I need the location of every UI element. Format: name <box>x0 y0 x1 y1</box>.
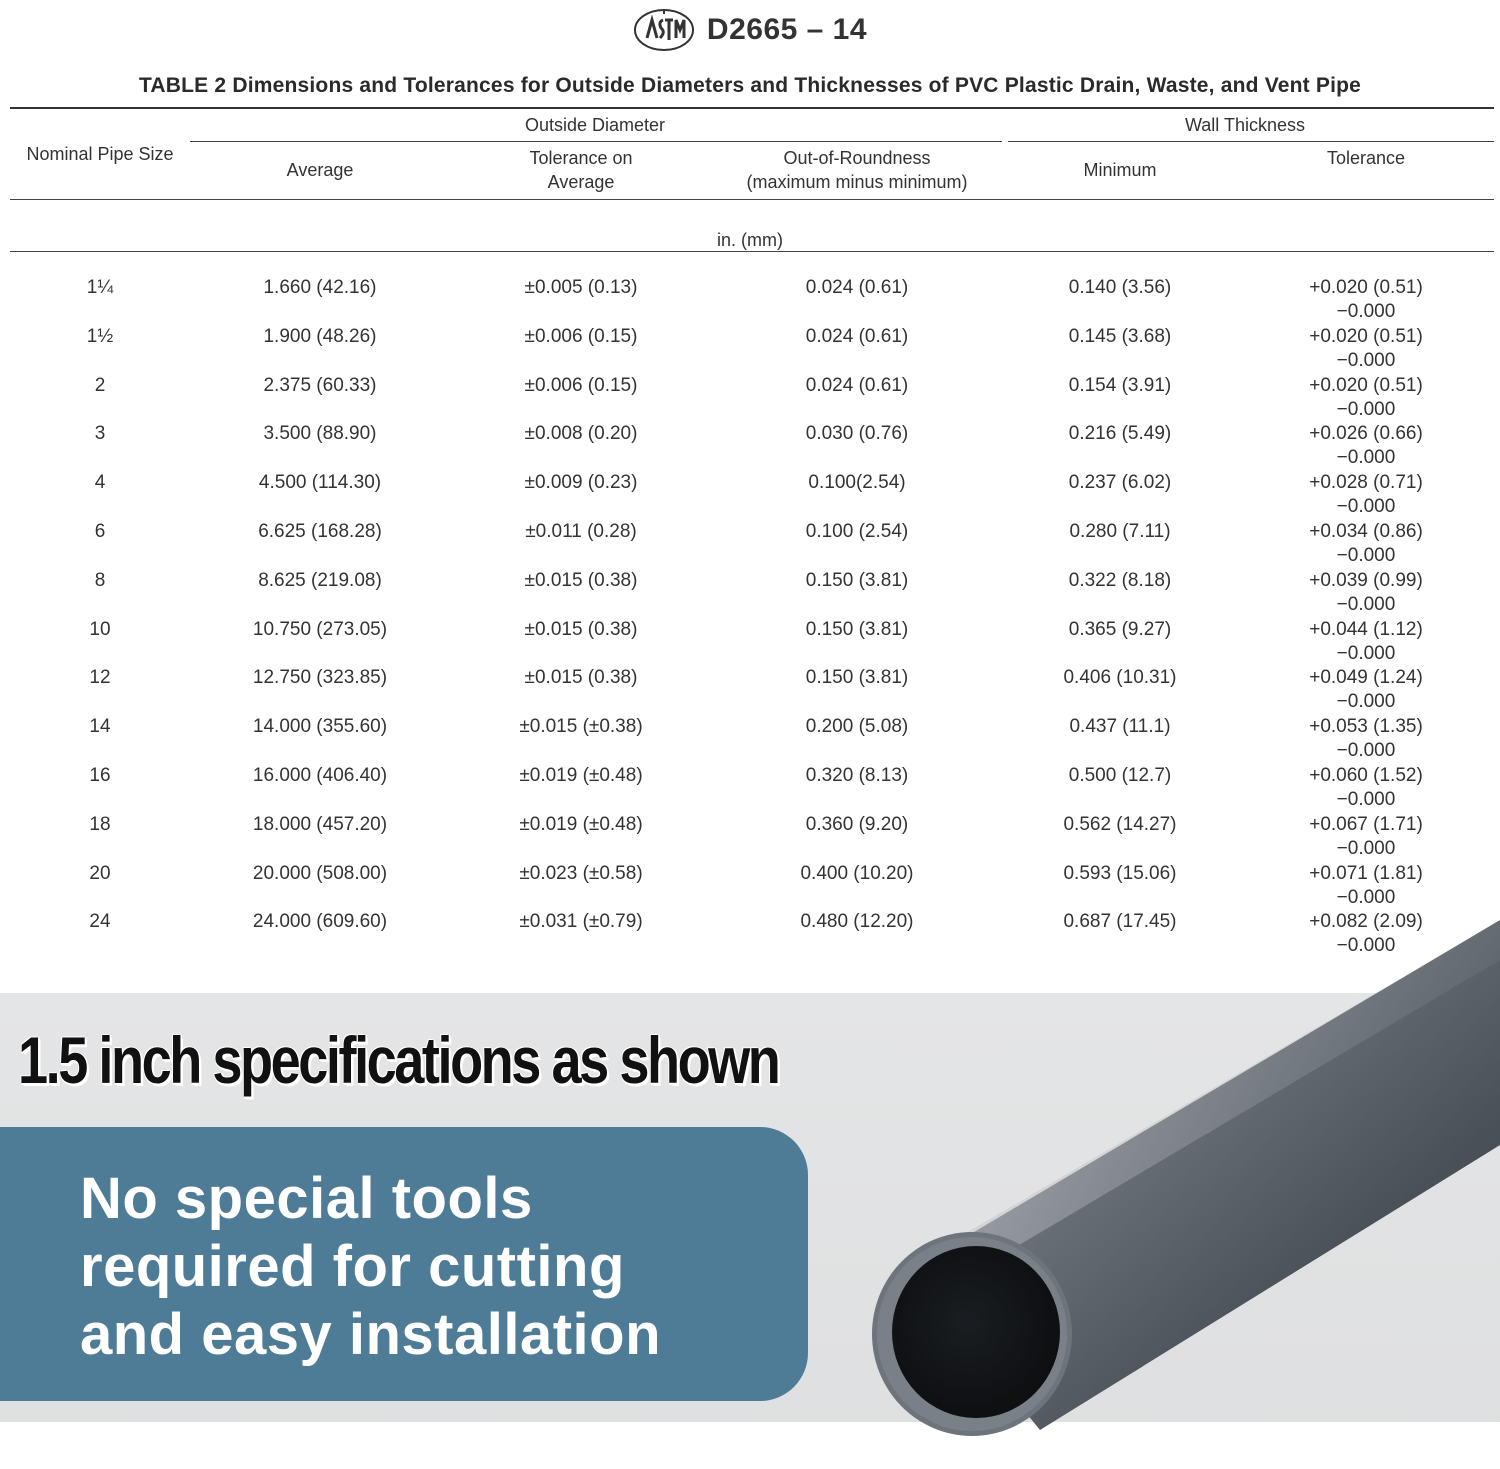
minimum-wall-cell: 0.593 (15.06) <box>1063 862 1177 884</box>
wall-tolerance-plus: +0.060 (1.52) <box>1309 765 1423 786</box>
standard-code: D2665 – 14 <box>706 13 868 46</box>
nominal-size-cell: 18 <box>89 813 111 835</box>
feature-callout <box>0 1127 808 1401</box>
tolerance-on-average-cell: ±0.006 (0.15) <box>524 374 638 396</box>
out-of-roundness-cell: 0.360 (9.20) <box>805 813 909 835</box>
average-cell: 2.375 (60.33) <box>263 374 377 396</box>
minimum-wall-cell: 0.237 (6.02) <box>1068 472 1172 494</box>
table-row <box>0 618 1500 667</box>
tolerance-on-average-cell: ±0.031 (±0.79) <box>519 911 643 933</box>
wall-tolerance-plus: +0.020 (0.51) <box>1309 374 1423 396</box>
wall-tolerance-minus: −0.000 <box>1336 789 1396 810</box>
wall-tolerance-plus: +0.039 (0.99) <box>1309 569 1423 591</box>
wall-tolerance-cell <box>1250 666 1482 714</box>
minimum-wall-cell: 0.365 (9.27) <box>1068 618 1172 640</box>
out-of-roundness-cell: 0.150 (3.81) <box>805 569 909 591</box>
wall-thickness-rule <box>1008 141 1494 142</box>
minimum-wall-cell: 0.562 (14.27) <box>1063 813 1177 835</box>
wall-tolerance-cell <box>1250 520 1482 568</box>
out-of-roundness-cell: 0.030 (0.76) <box>805 423 909 445</box>
average-cell: 12.750 (323.85) <box>252 667 388 689</box>
out-of-roundness-cell: 0.200 (5.08) <box>805 716 909 738</box>
specifications-headline: 1.5 inch specifications as shown <box>18 1023 779 1097</box>
nominal-size-cell: 16 <box>89 765 111 786</box>
tolerance-on-average-cell: ±0.005 (0.13) <box>524 277 638 298</box>
tolerance-on-average-line1: Tolerance on <box>529 148 633 168</box>
tolerance-on-average-cell: ±0.015 (±0.38) <box>519 716 643 738</box>
average-cell: 14.000 (355.60) <box>252 716 388 738</box>
minimum-wall-cell: 0.280 (7.11) <box>1069 521 1171 542</box>
minimum-wall-cell: 0.145 (3.68) <box>1068 325 1172 347</box>
wall-tolerance-plus: +0.028 (0.71) <box>1309 472 1423 494</box>
table-row <box>0 422 1500 471</box>
callout-line-2: required for cutting <box>80 1234 625 1299</box>
tolerance-on-average-header <box>470 146 692 194</box>
nominal-size-cell: 6 <box>94 521 106 542</box>
out-of-roundness-cell: 0.400 (10.20) <box>800 862 914 884</box>
out-of-roundness-cell: 0.100(2.54) <box>808 472 906 494</box>
out-of-roundness-cell: 0.150 (3.81) <box>805 667 909 689</box>
out-of-roundness-cell: 0.024 (0.61) <box>805 277 909 298</box>
nominal-size-cell: 14 <box>89 716 111 738</box>
wall-tolerance-minus: −0.000 <box>1336 593 1396 615</box>
wall-tolerance-cell <box>1250 569 1482 617</box>
wall-tolerance-plus: +0.020 (0.51) <box>1309 325 1423 347</box>
tolerance-on-average-cell: ±0.015 (0.38) <box>524 618 638 640</box>
wall-tolerance-plus: +0.067 (1.71) <box>1309 813 1423 835</box>
average-cell: 1.900 (48.26) <box>263 325 377 347</box>
minimum-wall-cell: 0.406 (10.31) <box>1063 667 1177 689</box>
minimum-wall-cell: 0.437 (11.1) <box>1069 716 1171 738</box>
average-cell: 3.500 (88.90) <box>263 423 377 445</box>
nominal-size-cell: 1¼ <box>86 277 114 298</box>
wall-tolerance-minus: −0.000 <box>1336 301 1396 322</box>
table-row <box>0 764 1500 813</box>
wall-tolerance-cell <box>1250 422 1482 470</box>
wall-tolerance-minus: −0.000 <box>1336 398 1396 420</box>
wall-thickness-header: Wall Thickness <box>1184 115 1306 135</box>
tolerance-on-average-cell: ±0.015 (0.38) <box>524 569 638 591</box>
outside-diameter-rule <box>190 141 1002 142</box>
wall-tolerance-cell <box>1250 471 1482 519</box>
wall-tolerance-plus: +0.049 (1.24) <box>1309 667 1423 689</box>
wall-tolerance-minus: −0.000 <box>1336 837 1396 859</box>
tolerance-on-average-cell: ±0.015 (0.38) <box>524 667 638 689</box>
average-cell: 1.660 (42.16) <box>263 277 377 298</box>
table-title: TABLE 2 Dimensions and Tolerances for Outside Diameters and Thicknesses of PVC Plastic Drain, Waste, and Vent Pipe <box>138 74 1362 97</box>
wall-tolerance-minus: −0.000 <box>1336 447 1396 469</box>
document-header <box>0 6 1500 54</box>
wall-tolerance-minus: −0.000 <box>1336 935 1396 957</box>
nominal-size-cell: 20 <box>89 862 111 884</box>
wall-tolerance-plus: +0.053 (1.35) <box>1309 716 1423 738</box>
minimum-wall-cell: 0.500 (12.7) <box>1068 765 1172 786</box>
minimum-wall-cell: 0.322 (8.18) <box>1068 569 1172 591</box>
nominal-size-cell: 2 <box>94 374 106 396</box>
table-row <box>0 666 1500 715</box>
out-of-roundness-cell: 0.100 (2.54) <box>805 521 909 542</box>
table-row <box>0 471 1500 520</box>
wall-tolerance-minus: −0.000 <box>1336 740 1396 762</box>
wall-tolerance-cell <box>1250 813 1482 861</box>
wall-tolerance-plus: +0.071 (1.81) <box>1309 862 1423 884</box>
wall-tolerance-minus: −0.000 <box>1336 691 1396 713</box>
units-label: in. (mm) <box>717 230 783 250</box>
tolerance-on-average-cell: ±0.019 (±0.48) <box>519 765 643 786</box>
nominal-size-cell: 12 <box>89 667 111 689</box>
out-of-roundness-cell: 0.480 (12.20) <box>800 911 914 933</box>
average-cell: 8.625 (219.08) <box>258 569 382 591</box>
wall-tolerance-cell <box>1250 276 1482 324</box>
minimum-wall-cell: 0.140 (3.56) <box>1068 277 1172 298</box>
out-of-roundness-header <box>730 146 984 194</box>
nominal-size-cell: 4 <box>94 472 106 494</box>
average-cell: 16.000 (406.40) <box>252 765 388 786</box>
wall-tolerance-minus: −0.000 <box>1336 886 1396 908</box>
nominal-size-cell: 10 <box>89 618 111 640</box>
wall-tolerance-plus: +0.020 (0.51) <box>1309 277 1423 298</box>
out-of-roundness-cell: 0.150 (3.81) <box>805 618 909 640</box>
table-row <box>0 520 1500 569</box>
wall-tolerance-minus: −0.000 <box>1336 642 1396 664</box>
average-cell: 4.500 (114.30) <box>258 472 382 494</box>
table-row <box>0 813 1500 862</box>
wall-tolerance-cell <box>1250 325 1482 373</box>
table-row <box>0 325 1500 374</box>
average-header: Average <box>286 160 354 180</box>
wall-tolerance-plus: +0.026 (0.66) <box>1309 423 1423 445</box>
nominal-size-cell: 8 <box>94 569 106 591</box>
out-of-roundness-line2: (maximum minus minimum) <box>746 172 968 192</box>
wall-tolerance-minus: −0.000 <box>1336 349 1396 371</box>
out-of-roundness-line1: Out-of-Roundness <box>783 148 931 168</box>
tolerance-on-average-cell: ±0.011 (0.28) <box>525 521 637 542</box>
average-cell: 20.000 (508.00) <box>252 862 388 884</box>
wall-tolerance-plus: +0.044 (1.12) <box>1309 618 1423 640</box>
wall-tolerance-cell <box>1250 715 1482 763</box>
table-row <box>0 374 1500 423</box>
table-row <box>0 569 1500 618</box>
callout-line-1: No special tools <box>80 1166 533 1231</box>
nominal-size-cell: 3 <box>94 423 106 445</box>
average-cell: 18.000 (457.20) <box>252 813 388 835</box>
table-top-rule <box>10 107 1494 109</box>
wall-tolerance-plus: +0.082 (2.09) <box>1309 911 1423 933</box>
nominal-pipe-size-header: Nominal Pipe Size <box>26 144 174 164</box>
tolerance-on-average-cell: ±0.008 (0.20) <box>524 423 638 445</box>
out-of-roundness-cell: 0.024 (0.61) <box>805 374 909 396</box>
table-row <box>0 715 1500 764</box>
nominal-size-cell: 24 <box>89 911 111 933</box>
nominal-size-cell: 1½ <box>86 325 114 347</box>
wall-tolerance-minus: −0.000 <box>1336 545 1396 566</box>
wall-tolerance-plus: +0.034 (0.86) <box>1309 521 1423 542</box>
average-cell: 6.625 (168.28) <box>258 521 382 542</box>
pvc-pipe-image <box>850 900 1500 1469</box>
outside-diameter-header: Outside Diameter <box>524 115 666 135</box>
wall-tolerance-cell <box>1250 618 1482 666</box>
header-bottom-rule <box>10 199 1494 200</box>
astm-logo-icon <box>633 8 695 52</box>
tolerance-on-average-cell: ±0.023 (±0.58) <box>519 862 643 884</box>
tolerance-on-average-cell: ±0.019 (±0.48) <box>519 813 643 835</box>
table-row <box>0 276 1500 325</box>
minimum-header: Minimum <box>1083 160 1157 180</box>
out-of-roundness-cell: 0.320 (8.13) <box>805 765 909 786</box>
tolerance-on-average-line2: Average <box>547 172 615 192</box>
average-cell: 10.750 (273.05) <box>252 618 388 640</box>
minimum-wall-cell: 0.687 (17.45) <box>1063 911 1177 933</box>
wall-tolerance-cell <box>1250 764 1482 812</box>
minimum-wall-cell: 0.154 (3.91) <box>1068 374 1172 396</box>
tolerance-header: Tolerance <box>1326 148 1406 168</box>
tolerance-on-average-cell: ±0.006 (0.15) <box>524 325 638 347</box>
minimum-wall-cell: 0.216 (5.49) <box>1068 423 1172 445</box>
wall-tolerance-minus: −0.000 <box>1336 496 1396 518</box>
wall-tolerance-cell <box>1250 374 1482 422</box>
tolerance-on-average-cell: ±0.009 (0.23) <box>524 472 638 494</box>
out-of-roundness-cell: 0.024 (0.61) <box>805 325 909 347</box>
average-cell: 24.000 (609.60) <box>252 911 388 933</box>
callout-line-3: and easy installation <box>80 1302 662 1367</box>
